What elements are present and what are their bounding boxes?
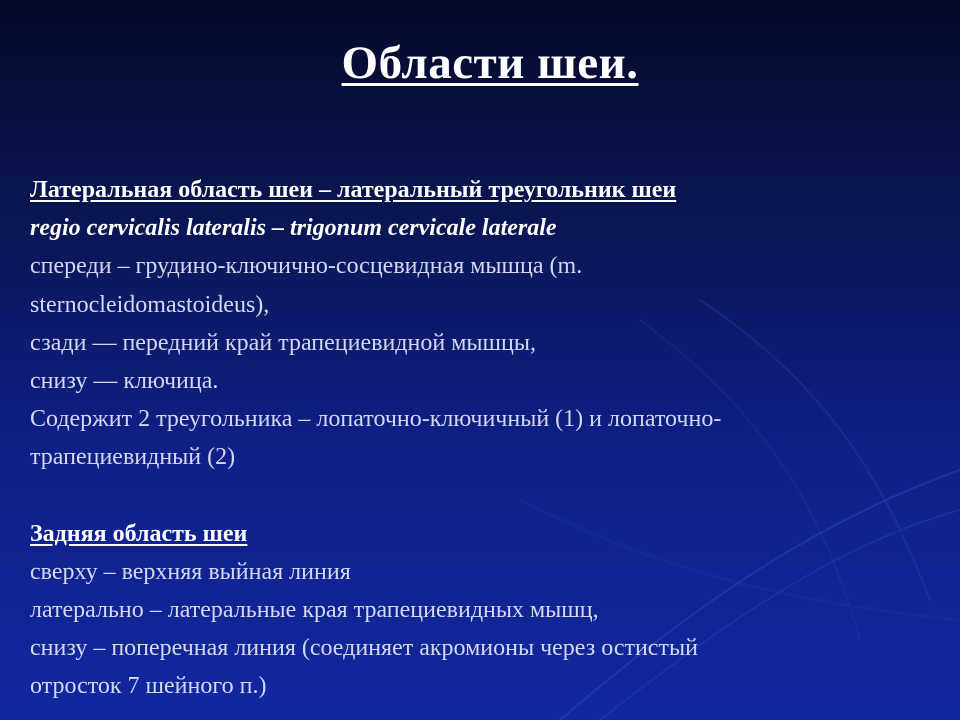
posterior-region-heading: Задняя область шеи — [30, 520, 248, 547]
slide-title: Области шеи. — [341, 37, 639, 89]
lateral-region-heading: Латеральная область шеи – латеральный треугольник шеи — [30, 177, 677, 203]
lateral-line-contains: Содержит 2 треугольника – лопаточно-ключичный (1) и лопаточно- — [30, 406, 722, 433]
posterior-line-superior: сверху – верхняя выйная линия — [30, 558, 351, 585]
lateral-region-latin: regio cervicalis lateralis – trigonum cervicale laterale — [30, 215, 557, 242]
lateral-line-contains-cont: трапециевидный (2) — [30, 444, 236, 471]
lateral-line-anterior-cont: sternocleidomastoideus), — [30, 291, 270, 318]
posterior-line-lateral: латерально – латеральные края трапециевидных мышц, — [30, 597, 599, 624]
posterior-line-inferior: снизу – поперечная линия (соединяет акромионы через остистый — [30, 635, 698, 662]
lateral-line-anterior: спереди – грудино-ключично-сосцевидная мышца (m. — [30, 253, 583, 280]
lateral-line-posterior: сзади — передний край трапециевидной мышцы, — [30, 329, 536, 356]
content-body — [30, 171, 950, 706]
section-spacer — [30, 477, 950, 515]
lateral-line-inferior: снизу — ключица. — [30, 368, 219, 395]
posterior-line-inferior-cont: отросток 7 шейного п.) — [30, 673, 267, 700]
